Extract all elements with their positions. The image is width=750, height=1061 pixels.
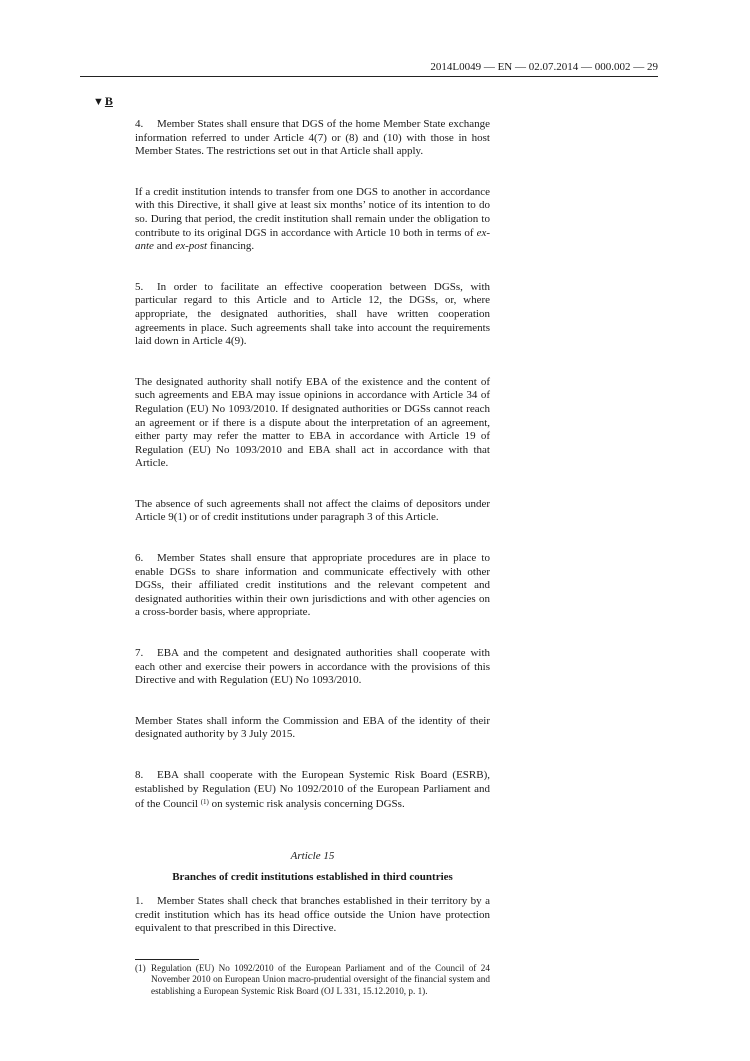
paragraph-text: Member States shall inform the Commission and EBA of the identity of their designated authority by 3 July 2015. bbox=[135, 714, 490, 741]
paragraph-number: 6. bbox=[135, 552, 144, 565]
paragraph-4 bbox=[135, 118, 490, 159]
article-title: Article 15 bbox=[290, 849, 335, 862]
article-15-paragraph-1 bbox=[135, 895, 490, 936]
paragraph-6 bbox=[135, 552, 490, 620]
consolidation-marker bbox=[93, 94, 113, 109]
paragraph-8 bbox=[135, 769, 490, 812]
page-header bbox=[80, 60, 658, 77]
footnote-mark: (1) bbox=[135, 963, 146, 973]
paragraph-text: The absence of such agreements shall not affect the claims of depositors under Article 9(1) or of credit institutions under paragraph 3 of this Article. bbox=[135, 497, 490, 524]
paragraph-text: on systemic risk analysis concerning DGSs. bbox=[208, 798, 405, 811]
paragraph-number: 7. bbox=[135, 647, 144, 660]
emphasis-ex-ante: ex-ante bbox=[135, 226, 490, 253]
paragraph-5-notify bbox=[135, 376, 490, 471]
footnote-text: Regulation (EU) No 1092/2010 of the European Parliament and of the Council of 24 November 2010 on European Union macro-prudential oversight of the financial system and establishing a European Systemic Risk Board (OJ L 331, 15.12.2010, p. 1). bbox=[151, 963, 490, 996]
paragraph-number: 5. bbox=[135, 280, 144, 293]
paragraph-5 bbox=[135, 281, 490, 349]
footnote-reference: (1) bbox=[200, 798, 209, 807]
triangle-marker-icon: ▼ bbox=[93, 96, 104, 108]
paragraph-number: 4. bbox=[135, 118, 144, 130]
paragraph-5-absence bbox=[135, 498, 490, 525]
marker-letter: B bbox=[104, 94, 113, 108]
document-body bbox=[135, 118, 490, 936]
paragraph-text: Member States shall ensure that DGS of the home Member State exchange information referred to under Article 4(7) or (8) and (10) with those in host Member States. The restrictions set out in that Article shall apply. bbox=[135, 118, 490, 158]
paragraph-7 bbox=[135, 647, 490, 688]
paragraph-text: If a credit institution intends to transfer from one DGS to another in accordance with this Directive, it shall give at least six months’ notice of its intention to do so. During that period, the credit institution shall remain under the obligation to contribute to its original DGS in accordance with Article 10 both in terms of bbox=[135, 185, 490, 239]
paragraph-4-transfer bbox=[135, 186, 490, 254]
document-reference: 2014L0049 — EN — 02.07.2014 — 000.002 — 29 bbox=[430, 61, 658, 73]
emphasis-ex-post: ex-post bbox=[175, 240, 208, 253]
paragraph-text: The designated authority shall notify EBA of the existence and the content of such agreements and EBA may issue opinions in accordance with Article 34 of Regulation (EU) No 1093/2010. If designated authorities or DGSs cannot reach an agreement or if there is a dispute about the interpretation of an agreement, either party may refer the matter to EBA in accordance with Article 19 of Regulation (EU) No 1093/2010 and EBA shall act in accordance with that Article. bbox=[135, 375, 490, 470]
paragraph-text: Member States shall check that branches established in their territory by a credit institution which has its head office outside the Union have protection equivalent to that prescribed in this Directive. bbox=[135, 894, 490, 935]
paragraph-7-inform bbox=[135, 715, 490, 742]
paragraph-text: and bbox=[153, 240, 176, 253]
paragraph-text: financing. bbox=[207, 240, 255, 253]
article-heading: Branches of credit institutions established in third countries bbox=[172, 871, 453, 884]
paragraph-text: In order to facilitate an effective cooperation between DGSs, with particular regard to this Article and to Article 12, the DGSs, or, where appropriate, the designated authorities, shall have written cooperation agreements in place. Such agreements shall take into account the requirements laid down in Article 4(9). bbox=[135, 280, 490, 348]
paragraph-number: 8. bbox=[135, 769, 144, 781]
paragraph-text: EBA shall cooperate with the European Systemic Risk Board (ESRB), established by Regulation (EU) No 1092/2010 of the European Parliament and of the Council bbox=[135, 769, 490, 811]
footnote bbox=[135, 963, 490, 997]
paragraph-text: EBA and the competent and designated authorities shall cooperate with each other and exercise their powers in accordance with the provisions of this Directive and with Regulation (EU) No 1093/2010. bbox=[135, 647, 490, 687]
paragraph-text: Member States shall ensure that appropriate procedures are in place to enable DGSs to share information and communicate effectively with other DGSs, their affiliated credit institutions and the relevant competent and designated authorities within their own jurisdictions and with other agencies on a cross-border basis, where appropriate. bbox=[135, 552, 490, 619]
paragraph-number: 1. bbox=[135, 894, 144, 907]
footnote-separator bbox=[135, 959, 199, 960]
